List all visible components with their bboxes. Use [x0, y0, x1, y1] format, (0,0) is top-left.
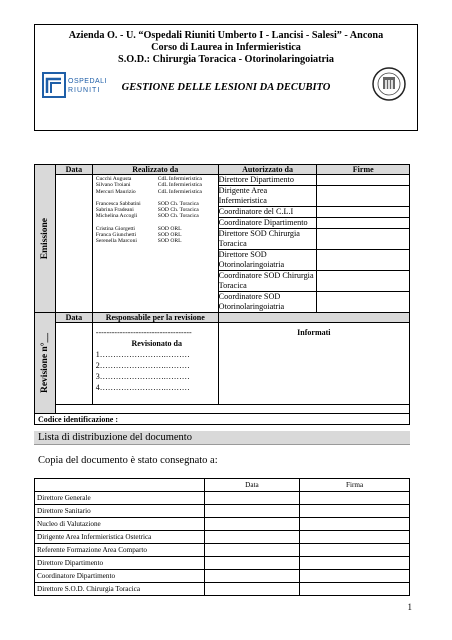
logo-text-1: OSPEDALI — [68, 78, 108, 85]
distribution-table — [34, 478, 410, 596]
emission-side-cell — [35, 165, 56, 313]
codice-identificazione: Codice identificazione : — [35, 414, 410, 425]
distribution-section-title: Lista di distribuzione del documento — [34, 431, 410, 445]
dist-sign-cell — [300, 544, 410, 557]
person-unit: SOD Ch. Toracica — [157, 200, 199, 207]
logo-text-2: RIUNITI — [68, 87, 101, 94]
emission-revision-table — [34, 164, 410, 425]
col-autorizzato-header: Autorizzato da — [218, 165, 317, 175]
dist-recipient: Direttore S.O.D. Chirurgia Toracica — [35, 583, 205, 596]
autorizzato-row: Direttore SOD Otorinolaringoiatria — [218, 250, 317, 271]
realizzato-person — [96, 238, 218, 244]
col-firme-header: Firme — [317, 165, 410, 175]
header-line-2: Corso di Laurea in Infermieristica — [151, 42, 301, 53]
dist-recipient: Direttore Sanitario — [35, 505, 205, 518]
dist-recipient: Dirigente Area Infermieristica Ostetrica — [35, 531, 205, 544]
realizzato-cell — [92, 175, 218, 313]
dist-sign-cell — [300, 557, 410, 570]
person-unit: SOD ORL — [157, 238, 182, 245]
dist-date-cell — [204, 544, 300, 557]
realizzato-person — [96, 189, 218, 195]
dist-date-cell — [204, 570, 300, 583]
dist-recipient: Direttore Generale — [35, 492, 205, 505]
firma-cell — [317, 250, 410, 271]
realizzato-group — [96, 226, 218, 245]
firma-cell — [317, 271, 410, 292]
revision-item: 1…………………….……… — [95, 350, 190, 359]
university-seal — [371, 65, 407, 103]
dist-sign-cell — [300, 505, 410, 518]
realizzato-group — [96, 201, 218, 220]
dist-recipient: Nucleo di Valutazione — [35, 518, 205, 531]
dist-recipient: Direttore Dipartimento — [35, 557, 205, 570]
person-unit: SOD ORL — [157, 225, 182, 232]
document-header — [34, 24, 418, 131]
dashes-line: ------------------------------------ — [95, 328, 192, 337]
firma-cell — [317, 207, 410, 218]
revision-item: 4…………………….……… — [95, 383, 190, 392]
dist-sign-cell — [300, 570, 410, 583]
person-name: Cristina Giorgetti — [95, 225, 135, 232]
person-unit: CdL Infermieristica — [157, 176, 202, 182]
person-name: Francesca Sabbatini — [95, 200, 141, 207]
dist-sign-cell — [300, 518, 410, 531]
firma-cell — [317, 218, 410, 229]
person-name: Mercuri Maurizio — [95, 188, 136, 195]
firma-cell — [317, 229, 410, 250]
informati-label: Informati — [297, 328, 331, 337]
autorizzato-row: Direttore SOD Chirurgia Toracica — [218, 229, 317, 250]
dist-date-cell — [204, 531, 300, 544]
dist-date-cell — [204, 518, 300, 531]
person-unit: CdL Infermieristica — [157, 188, 202, 195]
autorizzato-row: Direttore Dipartimento — [218, 175, 317, 186]
autorizzato-row: Dirigente Area Infermieristica — [218, 186, 317, 207]
dist-col-firma-header: Firma — [300, 479, 410, 492]
person-name: Cucchi Augusta — [95, 176, 132, 182]
copy-consegnato-text: Copia del documento è stato consegnato a: — [38, 455, 218, 466]
person-unit: SOD Ch. Toracica — [157, 207, 199, 214]
col-realizzato-header: Realizzato da — [92, 165, 218, 175]
revision-side-label: Revisione n°__ — [39, 332, 50, 393]
revision-item: 2…………………….……… — [95, 361, 190, 370]
emission-side-label: Emissione — [39, 217, 50, 260]
dist-sign-cell — [300, 492, 410, 505]
person-unit: SOD ORL — [157, 232, 182, 239]
dist-recipient: Coordinatore Dipartimento — [35, 570, 205, 583]
document-title: GESTIONE DELLE LESIONI DA DECUBITO — [121, 82, 331, 93]
dist-date-cell — [204, 583, 300, 596]
informati-cell — [218, 323, 409, 405]
person-name: Silvano Troiani — [95, 182, 131, 189]
dist-recipient: Referente Formazione Area Comparto — [35, 544, 205, 557]
person-name: Michelina Accogli — [95, 213, 138, 220]
col-data-header: Data — [55, 165, 92, 175]
filler-row — [55, 405, 409, 414]
dist-date-cell — [204, 557, 300, 570]
revision-item: 3…………………….……… — [95, 372, 190, 381]
revision-date-cell — [55, 323, 92, 405]
header-line-3: S.O.D.: Chirurgia Toracica - Otorinolaringoiatria — [118, 54, 334, 65]
header-line-1: Azienda O. - U. “Ospedali Riuniti Umberto I - Lancisi - Salesi” - Ancona — [68, 30, 384, 41]
person-unit: SOD Ch. Toracica — [157, 213, 199, 220]
realizzato-person — [96, 213, 218, 219]
autorizzato-row: Coordinatore del C.L.I — [218, 207, 317, 218]
revision-side-cell — [35, 313, 56, 414]
autorizzato-row: Coordinatore SOD Chirurgia Toracica — [218, 271, 317, 292]
revision-responsible-cell — [92, 323, 218, 405]
autorizzato-row: Coordinatore Dipartimento — [218, 218, 317, 229]
rev-col-data-header: Data — [55, 313, 92, 323]
firma-cell — [317, 175, 410, 186]
autorizzato-row: Coordinatore SOD Otorinolaringoiatria — [218, 292, 317, 313]
realizzato-group — [96, 176, 218, 195]
rev-header-filler — [218, 313, 409, 323]
dist-date-cell — [204, 505, 300, 518]
dist-header-blank — [35, 479, 205, 492]
dist-sign-cell — [300, 531, 410, 544]
person-name: Sabrina Fradeani — [95, 207, 134, 214]
dist-col-data-header: Data — [204, 479, 300, 492]
person-name: Serenella Marconi — [95, 238, 137, 245]
person-name: Franca Giunchetti — [95, 232, 137, 239]
page-number: 1 — [407, 602, 412, 612]
firma-cell — [317, 186, 410, 207]
emission-date-cell — [55, 175, 92, 313]
rev-col-responsabile-header: Responsabile per la revisione — [92, 313, 218, 323]
firma-cell — [317, 292, 410, 313]
dist-date-cell — [204, 492, 300, 505]
dist-sign-cell — [300, 583, 410, 596]
person-unit: CdL Infermieristica — [157, 182, 202, 189]
revisionato-da-label: Revisionato da — [131, 339, 182, 348]
